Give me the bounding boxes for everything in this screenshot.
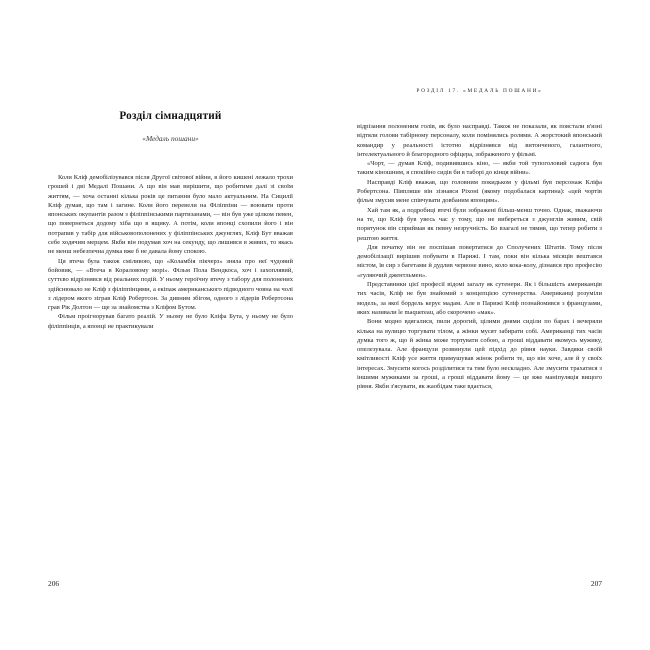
paragraph: відрізання полоненим голів, як було насправді. Також не показали, як повстали в'язні відтяли голови табірному персоналу, коли помінялись ролями. А жорстокий японський командир у реальності істотно відрізнявся від витонченого, галантного, інтелектуального й благородного офіцера, зображеного у фільмі. [357,123,602,158]
paragraph: Вони модно вдягалися, пили дорогий, цілими днями сиділи по барах і вечеряли кілька на вулицю торгувати тілом, а жінки мусят забирати собі. Американці тих часів думка того ж, що й жінка може тортувати собою, а гроші віддавати якомусь мужику, опелезувала. Але французи розвинули цей підхід до рівня науки. Завдяки своїй кмітливості Кліф усе життя примушував жінок робити те, що він хоче, але й у своїх інтересах. Змусити когось розділитися та тим було нескладно. Але змусити трахатися з іншими мужиками за гроші, а гроші віддавати йому — це вже маніпуляція вищого рівня. Якби з'ясувати, як жаобідам таке вдається, [357,318,602,391]
paragraph: «Чорт, — думав Кліф, подивившись кіно, — якби той тупоголовий садюга був таким кіношним, я спокійно сидів би в таборі до кінця війни». [357,160,602,177]
page-number-right: 207 [590,579,602,588]
left-page-body [48,173,293,331]
paragraph: Представники цієї професії відомі загалу як сутенери. Як і більшість американців тих часів, Кліф не був знайомий з концепцією сутенерства. Американці розуміли модель, за якої бордель керує мадам. Але в Парижі Кліф познайомився з французами, яких називали le maquereau, або скорочено «мак». [357,281,602,316]
page-number-left: 206 [48,579,60,588]
paragraph: Фільм проігнорував багато реалій. У ньому не було Кліфа Бута, у ньому не було філіппінців, а японці не практикували [48,313,293,330]
chapter-subtitle: «Медаль пошани» [142,134,199,143]
right-page [325,0,650,650]
paragraph: Для початку він не поспішав повертатися до Сполучених Штатів. Тому після демобілізації вирішив побувати в Парижі. І там, поки він кілька місяців вештався містом, їв сир з багетами й дудлив червоне вино, коло кока-колу, дізнався про професію «гуляючий джентльмен». [357,243,602,279]
right-page-body [357,122,602,392]
running-head: РОЗДІЛ 17. «МЕДАЛЬ ПОШАНИ» [416,88,543,94]
chapter-title: Розділ сімнадцятий [119,110,222,122]
paragraph: Насправді Кліф вважав, що головним покидьком у фільмі був персонаж Кліфа Робертсона. Півпляше він зізнався Ріхоні (якому подобалася картина): «цей чортів фільм змусив мене співчувати довбаним японцям». [357,178,602,205]
paragraph: Хай там як, а подробиці втечі були зображені більш-менш точно. Однак, зважаючи на те, що Кліф був увесь час у тому, що не вибереться з джунглів живим, свій порятунок він сприймав як певну незручність. Бо взагалі не тямив, що тепер робити з рештою життя. [357,206,602,242]
left-page-head-spacer [48,88,293,110]
paragraph: Коли Кліф демобілізувався після Другої світової війни, в його кишені лежало трохи грошей і дві Медалі Пошани. А що він мав вирішити, що робитиме далі зі своїм життям, — хоча останні кілька років це питання було мало актуальним. На Сицилії Кліф думав, що там і загине. Коли його перевели на Філіппіни — воювати проти японських окупантів разом з філіппінськими партизанами, — він був уже цілком певен, що повернеться додому хіба що в ящику. А потім, коли японці схопили його і він потрапив у табір для військовополонених у філіппінських джунглях, Кліф Бут вважав себе ходячим мерцем. Якби він подумав хоч на секунду, що лишився в живих, то якась не менш небезпечна думка вже б не давала йому спокою. [48,174,293,256]
paragraph: Ця втеча була також сміливою, що «Коламбія пікчерз» зняла про неї чудовий бойовик, — «Втеча в Кораловому морі». Фільм Пола Вендкоса, хоч і захоплявий, суттєво відрізнявся від реальних подій. У ньому героїчну втечу з табору для полонених здійснювало не Кліф з філіппінцями, а екіпаж американського підводного човна на чолі з лідером якого зіграв Кліф Робертсон. За дивним збігом, одного з лідерів Робертсона грав Рік Долтон — ще за знайомства з Кліфом Бутом. [48,257,293,312]
